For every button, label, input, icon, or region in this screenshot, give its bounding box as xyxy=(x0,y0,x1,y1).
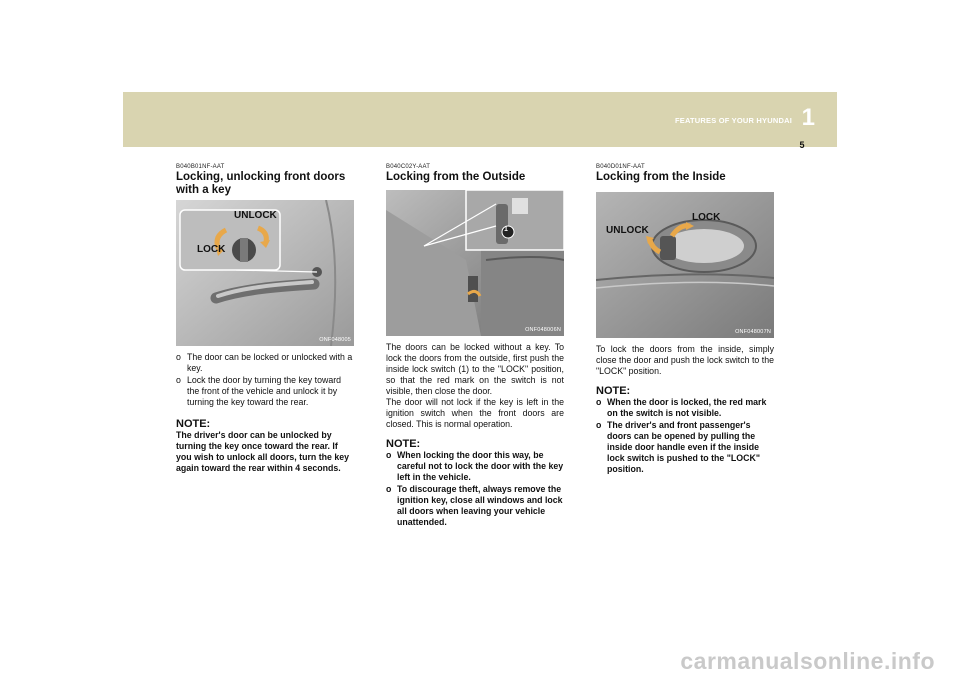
watermark: carmanualsonline.info xyxy=(680,648,935,674)
page-number: 5 xyxy=(799,140,805,150)
outside-note-list xyxy=(386,450,564,528)
outside-lock-illustration xyxy=(386,190,564,336)
callout-number: 1 xyxy=(504,226,508,233)
list-item: o When the door is locked, the red mark on the switch is not visible. xyxy=(596,397,774,419)
photo-code: ONF048006N xyxy=(525,327,561,333)
chapter-title: FEATURES OF YOUR HYUNDAI xyxy=(674,116,792,125)
list-item: o The door can be locked or unlocked with a key. xyxy=(176,352,354,374)
list-item: o Lock the door by turning the key toward the front of the vehicle and unlock it by turning the key toward the rear. xyxy=(176,375,354,408)
door-key-photo xyxy=(176,200,354,346)
section-locking-inside xyxy=(596,164,774,476)
note-title: NOTE: xyxy=(386,438,421,450)
list-item: o To discourage theft, always remove the ignition key, close all windows and lock all doors when leaving your vehicle unattended. xyxy=(386,484,564,528)
body-text: To lock the doors from the inside, simply close the door and push the lock switch to the "LOCK" position. xyxy=(596,344,774,376)
photo-code: ONF048005 xyxy=(319,337,351,343)
lock-label: LOCK xyxy=(197,244,226,255)
section-code: B040D01NF-AAT xyxy=(596,164,645,170)
key-locking-list xyxy=(176,352,354,408)
inside-note-list xyxy=(596,397,774,475)
photo-code: ONF048007N xyxy=(735,329,771,335)
header-band xyxy=(123,92,837,147)
inside-lock-illustration xyxy=(596,192,774,338)
note-title: NOTE: xyxy=(176,418,211,430)
section-locking-outside xyxy=(386,164,564,529)
unlock-label: UNLOCK xyxy=(606,225,649,236)
body-text-continued: The door will not lock if the key is left in the ignition switch when the front doors are closed. This is normal operation. xyxy=(386,397,564,429)
door-key-illustration xyxy=(176,200,354,346)
list-item: o The driver's and front passenger's doors can be opened by pulling the inside door handle even if the inside lock switch is pushed to the "LOCK" position. xyxy=(596,420,774,475)
unlock-label: UNLOCK xyxy=(234,210,277,221)
section-title: Locking, unlocking front doors with a key xyxy=(176,171,346,196)
note-title: NOTE: xyxy=(596,385,631,397)
outside-lock-photo xyxy=(386,190,564,336)
inside-lock-photo xyxy=(596,192,774,338)
section-code: B040C02Y-AAT xyxy=(386,164,431,170)
section-title: Locking from the Inside xyxy=(596,171,726,183)
note-text: The driver's door can be unlocked by turning the key once toward the rear. If you wish to unlock all doors, turn the key again toward the rear within 4 seconds. xyxy=(176,430,350,473)
section-title: Locking from the Outside xyxy=(386,171,526,183)
body-text: The doors can be locked without a key. To lock the doors from the outside, first push the inside lock switch (1) to the "LOCK" position, so that the red mark on the switch is not visible, then close the door. xyxy=(386,342,564,396)
chapter-number: 1 xyxy=(801,104,815,131)
list-item: o When locking the door this way, be careful not to lock the door with the key left in the vehicle. xyxy=(386,450,564,483)
lock-label: LOCK xyxy=(692,212,721,223)
section-code: B040B01NF-AAT xyxy=(176,164,225,170)
section-key-locking xyxy=(176,164,354,474)
